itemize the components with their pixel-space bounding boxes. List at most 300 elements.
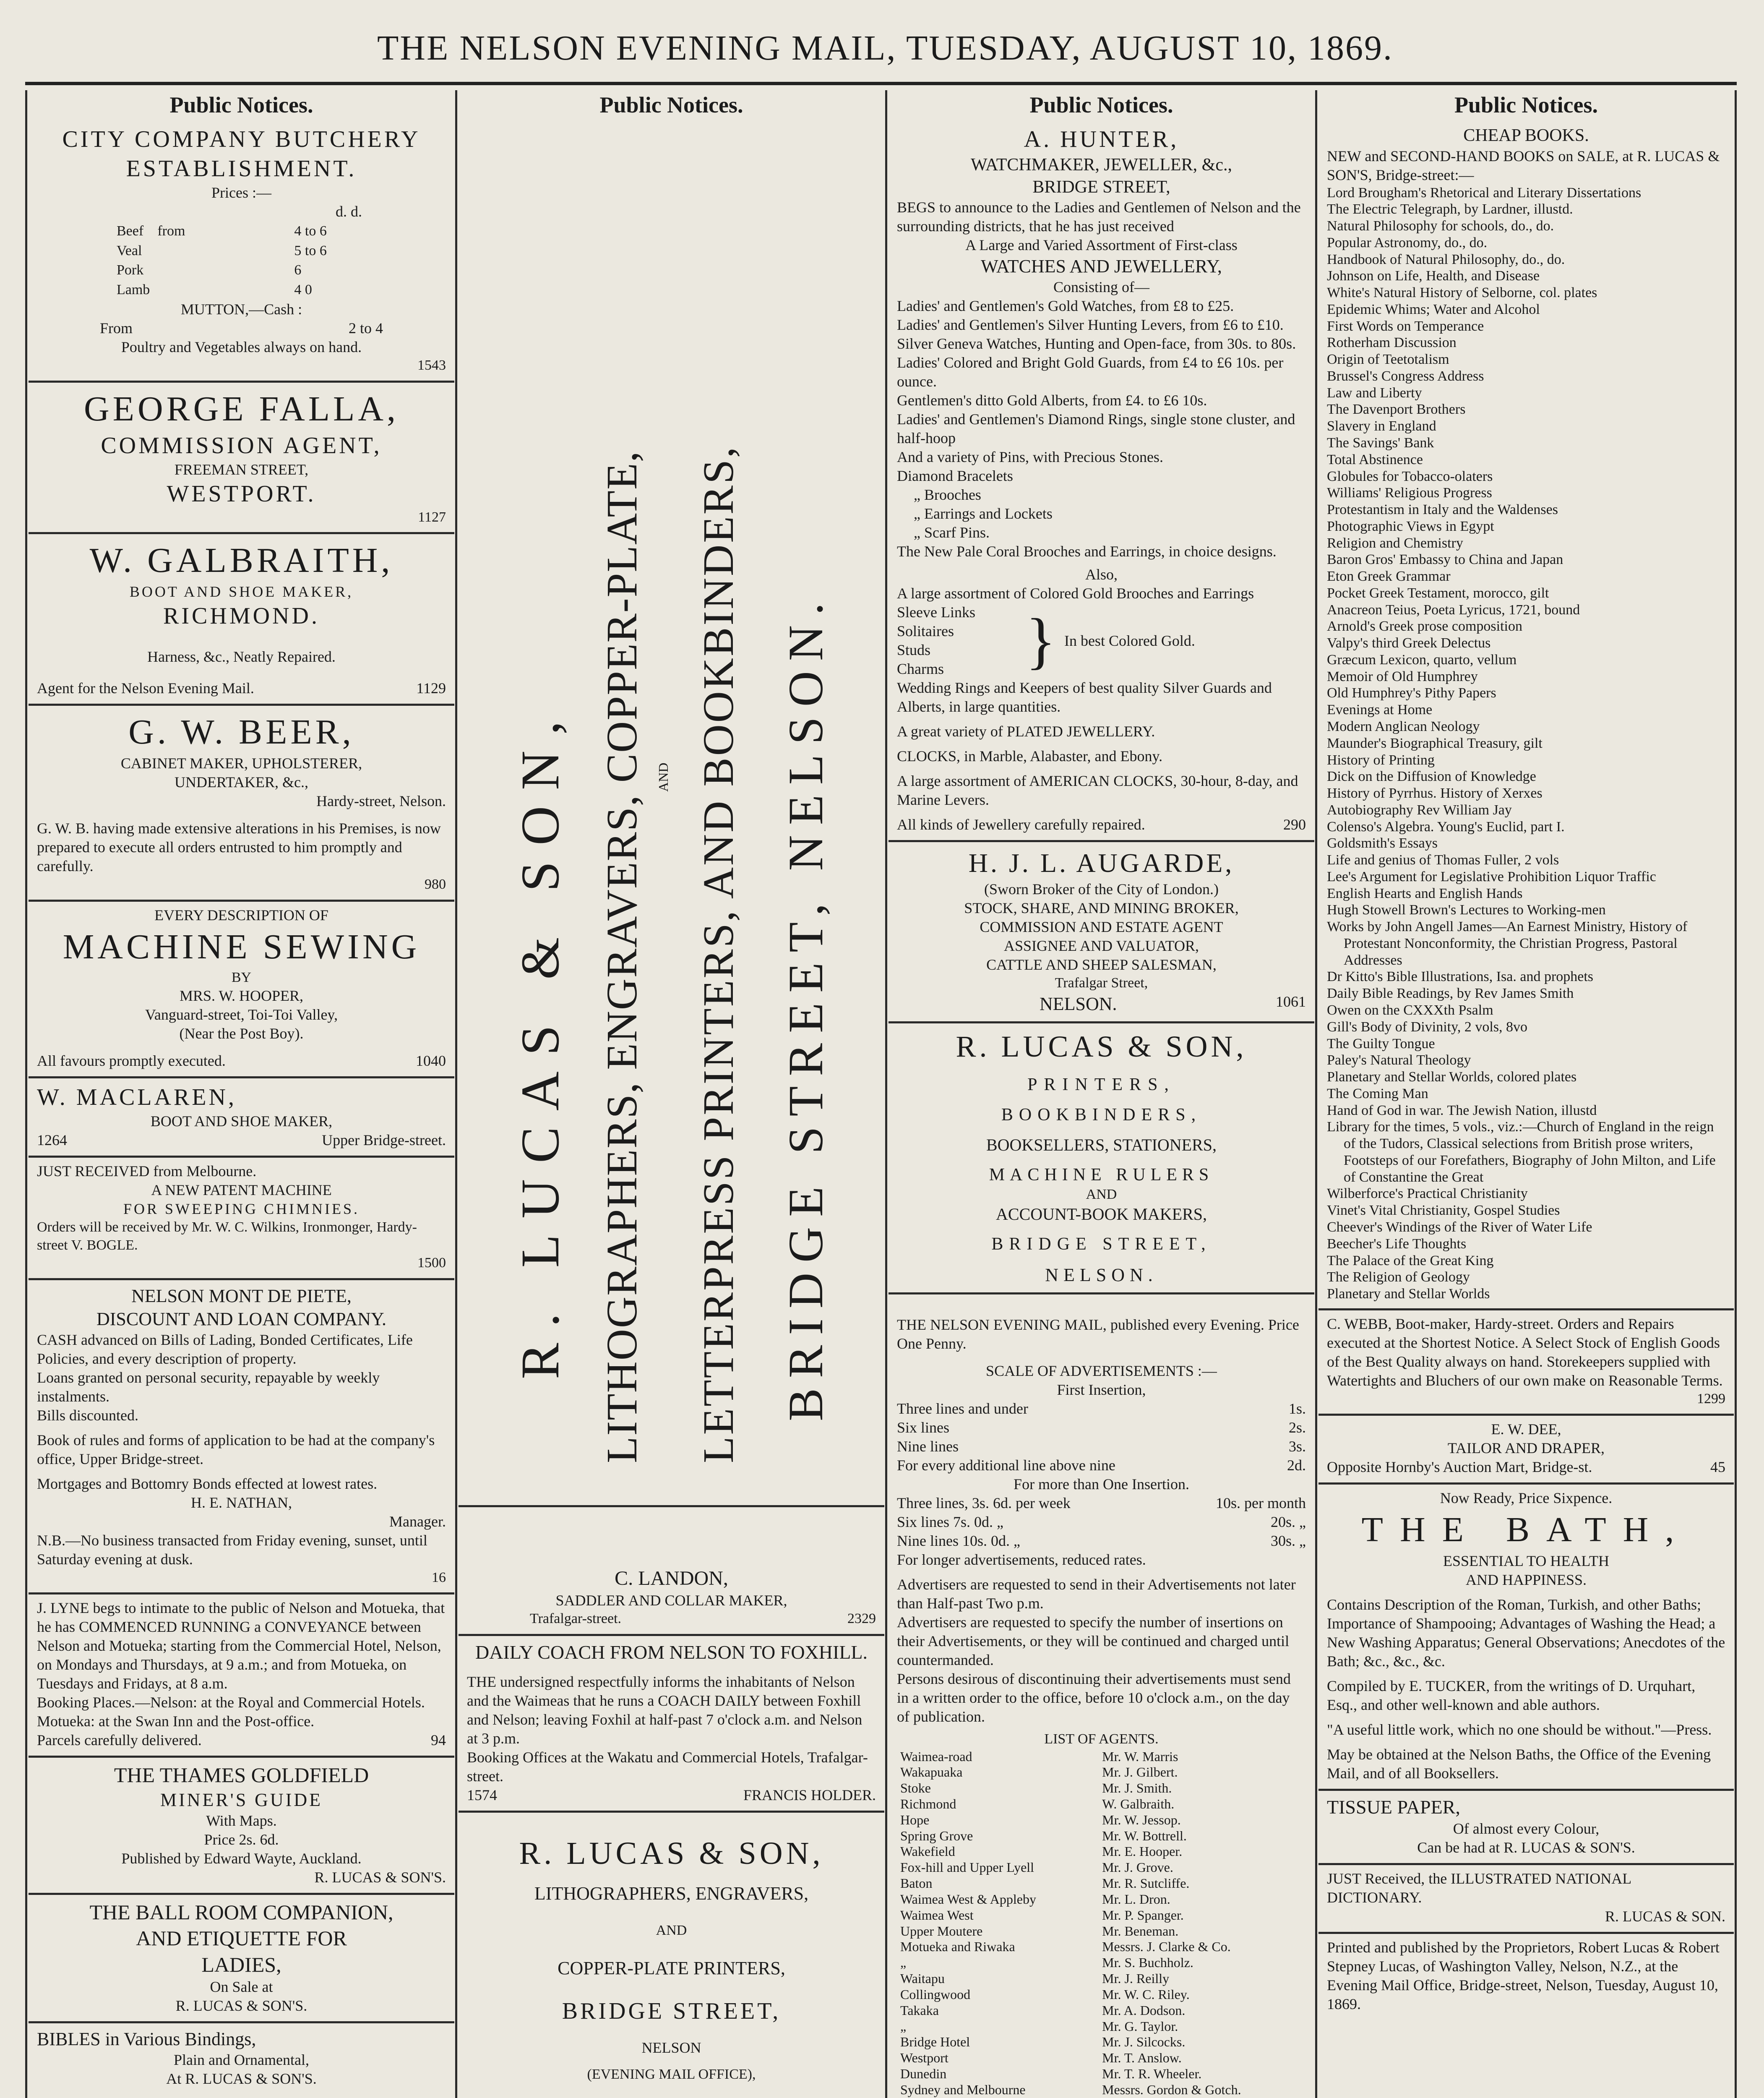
agent-name: Mr. W. Marris	[1102, 1748, 1178, 1764]
agent-name: Mr. S. Buchholz.	[1102, 1955, 1193, 1970]
list-item: Memoir of Old Humphrey	[1327, 668, 1478, 684]
ad-row	[37, 1731, 446, 1750]
ad-cheap-books	[1318, 120, 1734, 1310]
agent-place: Takaka	[900, 2002, 939, 2018]
ad-hooper	[29, 902, 454, 1079]
agents-table	[897, 1748, 1306, 2098]
agent-place: Wakapuaka	[900, 1764, 963, 1780]
list-item: Religion and Chemistry	[1327, 535, 1463, 551]
list-item: Valpy's third Greek Delectus	[1327, 635, 1491, 651]
ad-thames	[29, 1758, 454, 1895]
ad-line: BOOKBINDERS,	[1001, 1105, 1202, 1125]
ad-number: 2329	[847, 1611, 876, 1626]
ad-body: Advertisers are requested to send in their Advertisements not later than Half-past Two p.m.	[897, 1576, 1296, 1612]
list-item: Hugh Stowell Brown's Lectures to Working-men	[1327, 902, 1606, 918]
column-heading: Public Notices.	[599, 92, 743, 117]
ad-row	[897, 992, 1306, 1015]
ad-body: Persons desirous of discontinuing their advertisements must send in a written order to the office, before 10 o'clock a.m., on the day of publication.	[897, 1670, 1291, 1725]
list-item: Globules for Tobacco-olaters	[1327, 468, 1493, 484]
ad-line: Also,	[1085, 566, 1118, 583]
ad-row	[467, 1786, 876, 1805]
agent-name: Mr. E. Hooper.	[1102, 1844, 1183, 1859]
ad-line: Trafalgar-street.	[530, 1611, 622, 1626]
ad-title: DAILY COACH FROM NELSON TO FOXHILL.	[475, 1641, 868, 1663]
ad-signature: FRANCIS HOLDER.	[743, 1787, 876, 1803]
table-row	[898, 1892, 1305, 1907]
cell: 5 to 6	[294, 243, 327, 258]
list-item: History of Printing	[1327, 752, 1435, 768]
ad-line: NELSON.	[1045, 1265, 1158, 1285]
ad-beer	[29, 706, 454, 902]
list-item: Græcum Lexicon, quarto, vellum	[1327, 652, 1517, 668]
ad-line: (Near the Post Boy).	[179, 1025, 304, 1042]
ad-line: With Maps.	[206, 1812, 277, 1829]
column-3	[889, 90, 1314, 2098]
list-item: And a variety of Pins, with Precious Stones.	[897, 449, 1163, 465]
column-2	[459, 90, 884, 2098]
list-item: Maunder's Biographical Treasury, gilt	[1327, 735, 1543, 751]
ad-line: NELSON	[641, 2039, 701, 2056]
table-row	[113, 242, 330, 261]
ad-title: R. LUCAS & SON,	[956, 1029, 1247, 1063]
list-item: Natural Philosophy for schools, do., do.	[1327, 218, 1554, 234]
cell: 2 to 4	[348, 320, 383, 337]
ad-body: Compiled by E. TUCKER, from the writings of D. Urquhart, Esq., and other well-known and able authors.	[1327, 1678, 1696, 1714]
list-item: Lee's Argument for Legislative Prohibition Liquor Traffic	[1327, 869, 1656, 885]
ad-body: JUST Received, the ILLUSTRATED NATIONAL DICTIONARY.	[1327, 1870, 1631, 1906]
list-item: Handbook of Natural Philosophy, do., do.	[1327, 251, 1565, 267]
ad-row	[467, 1610, 876, 1628]
list-item: Eton Greek Grammar	[1327, 569, 1451, 585]
ad-number: 1127	[418, 509, 446, 525]
ad-line: R. LUCAS & SON.	[1605, 1908, 1725, 1925]
list-item: History of Pyrrhus. History of Xerxes	[1327, 785, 1543, 801]
list-item: Rotherham Discussion	[1327, 335, 1457, 351]
ad-line: BRIDGE STREET,	[1032, 177, 1170, 197]
list-item: Ladies' and Gentlemen's Silver Hunting Levers, from £6 to £10.	[897, 316, 1284, 333]
ad-line: Published by Edward Wayte, Auckland.	[121, 1850, 362, 1867]
list-item: Baron Gros' Embassy to China and Japan	[1327, 552, 1563, 568]
ad-line: BOOT AND SHOE MAKER,	[150, 1113, 333, 1130]
agent-name: Mr. J. Gilbert.	[1102, 1764, 1178, 1780]
ad-line: Plain and Ornamental,	[174, 2051, 309, 2068]
list-item: Planetary and Stellar Worlds, colored plates	[1327, 1069, 1577, 1085]
ad-number: 1574	[467, 1787, 497, 1803]
table-row	[113, 222, 330, 241]
ad-number: 290	[1283, 816, 1306, 833]
table-row	[898, 2067, 1305, 2082]
list-item: Library for the times, 5 vols., viz.:—Church of England in the reign of the Tudors, Classical selections from British prose writers, Footsteps of our Forefathers, Biography of John Milton, and Life of Constantine the Great	[1327, 1119, 1716, 1185]
table-row	[898, 1987, 1305, 2002]
ad-body: CLOCKS, in Marble, Alabaster, and Ebony.	[897, 748, 1163, 765]
ad-title: G. W. BEER,	[128, 712, 354, 752]
list-item: White's Natural History of Selborne, col. plates	[1327, 285, 1597, 301]
ad-line: AND	[1086, 1187, 1117, 1202]
list-item: Colenso's Algebra. Young's Euclid, part I.	[1327, 819, 1565, 835]
ad-dee	[1318, 1416, 1734, 1485]
ad-line: ESSENTIAL TO HEALTH	[1443, 1553, 1609, 1570]
masthead: THE NELSON EVENING MAIL, TUESDAY, AUGUST 10, 1869.	[377, 29, 1393, 68]
book-list	[1327, 185, 1725, 1302]
ad-title: THE BATH,	[1361, 1510, 1691, 1550]
list-item: Slavery in England	[1327, 418, 1436, 434]
list-item: Silver Geneva Watches, Hunting and Open-face, from 30s. to 80s.	[897, 335, 1296, 352]
ad-line: R. LUCAS & SON'S.	[314, 1868, 446, 1886]
list-item: The Savings' Bank	[1327, 435, 1434, 451]
cell: 1s.	[1288, 1400, 1306, 1417]
agent-name: Mr. J. Smith.	[1102, 1780, 1172, 1796]
ad-line: SADDLER AND COLLAR MAKER,	[555, 1592, 787, 1609]
table-row	[898, 2003, 1305, 2018]
vertical-line: AND	[656, 762, 671, 792]
ad-line: COPPER-PLATE PRINTERS,	[558, 1957, 785, 1978]
ad-line: PRINTERS,	[1027, 1075, 1175, 1094]
ad-row	[897, 815, 1306, 834]
ad-title: CHEAP BOOKS.	[1463, 126, 1589, 145]
vertical-line: LETTERPRESS PRINTERS, AND BOOKBINDERS,	[694, 445, 743, 1463]
column-heading: Public Notices.	[1454, 92, 1598, 117]
ad-line: Now Ready, Price Sixpence.	[1440, 1490, 1613, 1507]
ad-line: MACHINE RULERS	[989, 1165, 1214, 1185]
brace-icon: }	[1025, 606, 1056, 676]
ad-line: AND HAPPINESS.	[1465, 1571, 1587, 1589]
agent-place: „	[900, 1955, 907, 1970]
ad-line: (Sworn Broker of the City of London.)	[984, 881, 1219, 898]
agent-name: Mr. J. Silcocks.	[1102, 2034, 1186, 2050]
list-item: Epidemic Whims; Water and Alcohol	[1327, 301, 1540, 317]
ad-body: Booking Places.—Nelson: at the Royal and Commercial Hotels. Motueka: at the Swan Inn and the Post-office.	[37, 1694, 425, 1730]
ad-line: Of almost every Colour,	[1453, 1820, 1600, 1837]
cell: Nine lines	[897, 1438, 959, 1455]
ad-line: On Sale at	[210, 1978, 273, 1995]
ad-title: ESTABLISHMENT.	[126, 156, 357, 182]
agent-place: Richmond	[900, 1796, 956, 1811]
ad-evening-mail	[889, 1311, 1314, 2098]
ad-line: EVERY DESCRIPTION OF	[154, 906, 328, 924]
agent-place: Motueka and Riwaka	[900, 1939, 1015, 1954]
ad-line: Vanguard-street, Toi-Toi Valley,	[145, 1006, 338, 1023]
ad-line: MRS. W. HOOPER,	[179, 987, 304, 1004]
mutton-label: MUTTON,—Cash :	[180, 301, 302, 318]
agent-name: Mr. W. C. Riley.	[1102, 1986, 1190, 2002]
ad-body: Orders will be received by Mr. W. C. Wilkins, Ironmonger, Hardy-street V. BOGLE.	[37, 1219, 417, 1253]
ad-body: May be obtained at the Nelson Baths, the Office of the Evening Mail, and of all Booksellers.	[1327, 1746, 1711, 1782]
list-item: Arnold's Greek prose composition	[1327, 618, 1522, 634]
list-item: Ladies' Colored and Bright Gold Guards, from £4 to £6 10s. per ounce.	[897, 354, 1284, 390]
list-item: Brussel's Congress Address	[1327, 368, 1484, 384]
ad-row	[1327, 1458, 1725, 1477]
ad-line: FOR SWEEPING CHIMNIES.	[123, 1200, 360, 1217]
cell: Six lines 7s. 0d. „	[897, 1513, 1004, 1530]
agent-name: W. Galbraith.	[1102, 1796, 1175, 1811]
agent-name: Mr. J. Grove.	[1102, 1860, 1173, 1875]
ad-dictionary	[1318, 1865, 1734, 1934]
ad-bath	[1318, 1485, 1734, 1791]
list-item: Gentlemen's ditto Gold Alberts, from £4. to £6 10s.	[897, 392, 1207, 409]
agent-name: Mr. L. Dron.	[1102, 1891, 1170, 1907]
ad-number: 16	[432, 1569, 446, 1585]
brace-group	[897, 603, 1306, 678]
list-item: Wilberforce's Practical Christianity	[1327, 1186, 1528, 1202]
ad-line: SCALE OF ADVERTISEMENTS :—	[986, 1362, 1217, 1379]
column-rule	[25, 90, 27, 2098]
list-item: Life and genius of Thomas Fuller, 2 vols	[1327, 852, 1559, 868]
list-item: Autobiography Rev William Jay	[1327, 802, 1512, 818]
ad-line: TAILOR AND DRAPER,	[1447, 1440, 1605, 1457]
ad-line: Agent for the Nelson Evening Mail.	[37, 680, 254, 697]
ad-title: CITY COMPANY BUTCHERY	[62, 126, 421, 152]
list-item: Johnson on Life, Health, and Disease	[1327, 268, 1540, 284]
ad-body: THE undersigned respectfully informs the inhabitants of Nelson and the Waimeas that he runs a COACH DAILY between Foxhill and Nelson; leaving Foxhil at half-past 7 o'clock a.m. and Nelson at 3 p.m.	[467, 1673, 862, 1747]
list-item: Old Humphrey's Pithy Papers	[1327, 685, 1496, 701]
ad-bibles	[29, 2023, 454, 2094]
ad-number: 1299	[1697, 1391, 1725, 1406]
ad-ballroom	[29, 1895, 454, 2024]
ad-bogle	[29, 1158, 454, 1280]
brace-list	[897, 603, 975, 678]
list-item: Williams' Religious Progress	[1327, 485, 1492, 501]
ad-line: UNDERTAKER, &c.,	[175, 774, 308, 791]
list-item: The Palace of the Great King	[1327, 1253, 1494, 1268]
ad-quote: "A useful little work, which no one should be without."—Press.	[1327, 1721, 1712, 1738]
list-item: Beecher's Life Thoughts	[1327, 1236, 1467, 1252]
agent-name: Mr. T. Anslow.	[1102, 2050, 1182, 2066]
ad-title: MACHINE SEWING	[63, 927, 420, 966]
cell	[154, 261, 188, 280]
list-item: Lord Brougham's Rhetorical and Literary Dissertations	[1327, 185, 1642, 201]
agent-name: Mr. Beneman.	[1102, 1923, 1179, 1939]
list-item: The Guilty Tongue	[1327, 1036, 1435, 1052]
ad-line: A Large and Varied Assortment of First-class	[965, 237, 1238, 253]
list-item: Total Abstinence	[1327, 451, 1423, 467]
ad-title: BIBLES in Various Bindings,	[37, 2029, 256, 2049]
column-1	[29, 90, 454, 2098]
ad-signature: Manager.	[389, 1513, 446, 1530]
list-item: Vinet's Vital Christianity, Gospel Studies	[1327, 1203, 1560, 1219]
cell: Nine lines 10s. 0d. „	[897, 1532, 1020, 1549]
list-item: Owen on the CXXXth Psalm	[1327, 1002, 1493, 1018]
table-row	[898, 1844, 1305, 1859]
list-item: Evenings at Home	[1327, 702, 1433, 718]
list-item: Modern Anglican Neology	[1327, 719, 1480, 734]
list-item: Protestantism in Italy and the Waldenses	[1327, 502, 1558, 518]
list-item: „ Scarf Pins.	[914, 524, 990, 541]
rate-row	[897, 1456, 1306, 1475]
ad-body: THE NELSON EVENING MAIL, published every Evening. Price One Penny.	[897, 1316, 1299, 1352]
ad-line: (EVENING MAIL OFFICE),	[587, 2066, 756, 2082]
ad-title: W. GALBRAITH,	[89, 541, 393, 580]
list-item: The Electric Telegraph, by Lardner, illustd.	[1327, 201, 1573, 217]
list-item: Gill's Body of Divinity, 2 vols, 8vo	[1327, 1019, 1528, 1035]
list-item: Sleeve Links	[897, 604, 975, 621]
list-item: Solitaires	[897, 623, 954, 639]
ad-number: 94	[431, 1732, 446, 1748]
cell: 6	[294, 262, 302, 278]
ad-line: CATTLE AND SHEEP SALESMAN,	[986, 956, 1217, 973]
ad-body: Mortgages and Bottomry Bonds effected at lowest rates.	[37, 1475, 378, 1492]
table-row	[898, 2035, 1305, 2050]
ad-line: RICHMOND.	[163, 603, 320, 629]
agent-place: Wakefield	[900, 1844, 955, 1859]
rate-row	[897, 1494, 1306, 1513]
ad-body: Advertisers are requested to specify the number of insertions on their Advertisements, or they will be continued and charged until countermanded.	[897, 1614, 1290, 1668]
agent-place: Collingwood	[900, 1986, 971, 2002]
ad-number: 1264	[37, 1132, 67, 1148]
rate-row	[897, 1399, 1306, 1418]
table-row	[898, 1765, 1305, 1780]
ad-line: BOOKSELLERS, STATIONERS,	[986, 1135, 1217, 1154]
ad-body: Bills discounted.	[37, 1406, 138, 1424]
top-rule	[25, 82, 1737, 85]
table-row	[898, 1955, 1305, 1970]
cell: Veal	[117, 243, 142, 258]
agent-name: Mr. W. Jessop.	[1102, 1812, 1181, 1827]
ad-lyne	[29, 1594, 454, 1758]
ad-number: 1129	[416, 680, 446, 697]
cell: 2s.	[1288, 1419, 1306, 1436]
table-row	[113, 261, 330, 280]
agent-place: Fox-hill and Upper Lyell	[900, 1860, 1034, 1875]
list-item: Diamond Bracelets	[897, 467, 1013, 484]
ad-body: J. LYNE begs to intimate to the public of Nelson and Motueka, that he has COMMENCED RUNNING a CONVEYANCE between Nelson and Motueka; starting from the Commercial Hotel, Nelson, on Mondays and Thursdays, at 9 a.m.; and from Motueka, on Tuesdays and Fridays, at 8 a.m.	[37, 1600, 445, 1692]
table-row	[898, 1939, 1305, 1954]
ad-line: Upper Bridge-street.	[322, 1132, 446, 1148]
table-row	[898, 1876, 1305, 1891]
list-item: Ladies' and Gentlemen's Gold Watches, from £8 to £25.	[897, 297, 1234, 314]
cell: Three lines, 3s. 6d. per week	[897, 1495, 1071, 1511]
cell: 4 to 6	[294, 223, 327, 239]
list-item: Photographic Views in Egypt	[1327, 518, 1494, 534]
table-row	[898, 1781, 1305, 1796]
list-item: Ladies' and Gentlemen's Diamond Rings, single stone cluster, and half-hoop	[897, 411, 1295, 446]
ad-body: A great variety of PLATED JEWELLERY.	[897, 723, 1155, 740]
ad-line: Hardy-street, Nelson.	[316, 793, 446, 809]
ad-line: CABINET MAKER, UPHOLSTERER,	[120, 755, 362, 772]
ad-line: First Insertion,	[1057, 1381, 1146, 1398]
ad-line: In best Colored Gold.	[1064, 632, 1195, 649]
vertical-line: BRIDGE STREET, NELSON.	[778, 592, 833, 1421]
column-rule	[1315, 90, 1317, 2098]
ad-body: Loans granted on personal security, repayable by weekly instalments.	[37, 1369, 380, 1405]
list-item: Popular Astronomy, do., do.	[1327, 235, 1488, 251]
ad-title: E. W. DEE,	[1491, 1421, 1561, 1438]
agent-name: Mr. A. Dodson.	[1102, 2002, 1186, 2018]
ad-galbraith	[29, 534, 454, 706]
ad-line: At R. LUCAS & SON'S.	[166, 2070, 317, 2087]
cell: Three lines and under	[897, 1400, 1028, 1417]
ad-title: LADIES,	[201, 1952, 281, 1976]
list-item: Anacreon Teius, Poeta Lyricus, 1721, bound	[1327, 602, 1580, 618]
ad-title: DISCOUNT AND LOAN COMPANY.	[96, 1308, 387, 1329]
list-item: Hand of God in war. The Jewish Nation, illustd	[1327, 1102, 1597, 1118]
column-rule	[885, 90, 887, 2098]
cell: from	[157, 223, 185, 239]
list-item: The Davenport Brothers	[1327, 402, 1466, 418]
vertical-line: LITHOGRAPHERS, ENGRAVERS, COPPER-PLATE,	[598, 450, 646, 1463]
ad-line: MINER'S GUIDE	[160, 1789, 323, 1810]
list-item: „ Earrings and Lockets	[914, 505, 1053, 522]
agent-place: Waitapu	[900, 1971, 945, 1986]
ad-line: NELSON.	[1040, 993, 1117, 1014]
table-row	[898, 1860, 1305, 1875]
ad-title: GEORGE FALLA,	[83, 389, 399, 428]
ad-coach	[459, 1636, 884, 1813]
ad-line: BY	[231, 969, 252, 985]
ad-number: 1500	[417, 1255, 446, 1271]
ad-title: R. LUCAS & SON,	[519, 1836, 824, 1871]
list-item: Works by John Angell James—An Earnest Ministry, History of Protestant Nonconformity, the Christian Progress, Pastoral Addresses	[1327, 919, 1688, 968]
agent-name: Messrs. Gordon & Gotch.	[1102, 2082, 1241, 2097]
imprint	[1318, 1934, 1734, 2020]
ad-line: AND	[656, 1923, 687, 1938]
cell: Lamb	[117, 282, 150, 297]
vertical-line: R. LUCAS & SON,	[510, 705, 571, 1379]
column-rule	[1735, 90, 1737, 2098]
agent-place: Westport	[900, 2050, 948, 2066]
agent-place: Bridge Hotel	[900, 2034, 970, 2050]
ad-row	[37, 679, 446, 698]
list-item: Goldsmith's Essays	[1327, 835, 1438, 851]
ad-line: Consisting of—	[1053, 279, 1150, 295]
agent-place: Waimea-road	[900, 1748, 972, 1764]
ad-line: Opposite Hornby's Auction Mart, Bridge-st.	[1327, 1459, 1592, 1476]
ad-line: ACCOUNT-BOOK MAKERS,	[995, 1204, 1207, 1224]
ad-line: A NEW PATENT MACHINE	[151, 1182, 332, 1198]
list-item: The New Pale Coral Brooches and Earrings, in choice designs.	[897, 543, 1277, 560]
ad-line: Price 2s. 6d.	[204, 1831, 279, 1848]
agent-place: Sydney and Melbourne	[900, 2082, 1026, 2097]
cell: 30s. „	[1271, 1532, 1306, 1549]
list-item: Studs	[897, 642, 931, 658]
list-item: The Religion of Geology	[1327, 1269, 1470, 1285]
ad-number: 980	[425, 877, 446, 892]
agent-place: Waimea West	[900, 1907, 974, 1923]
list-item: Dr Kitto's Bible Illustrations, Isa. and prophets	[1327, 969, 1594, 985]
table-row	[898, 2019, 1305, 2034]
ad-line: For more than One Insertion.	[1014, 1476, 1189, 1493]
rate-row	[897, 1437, 1306, 1456]
agent-name: Mr. G. Taylor.	[1102, 2018, 1178, 2034]
ad-line: All kinds of Jewellery carefully repaired.	[897, 816, 1145, 833]
agent-name: Mr. T. R. Wheeler.	[1102, 2066, 1202, 2082]
table-row	[898, 1908, 1305, 1923]
ad-body: Book of rules and forms of application to be had at the company's office, Upper Bridge-street.	[37, 1431, 435, 1467]
list-item: „ Brooches	[914, 486, 981, 503]
ad-body: Wedding Rings and Keepers of best quality Silver Guards and Alberts, in large quantities.	[897, 679, 1272, 715]
ad-number: 1040	[416, 1052, 446, 1069]
cell: Beef	[117, 223, 144, 239]
ad-body: C. WEBB, Boot-maker, Hardy-street. Orders and Repairs executed at the Shortest Notice. A Select Stock of English Goods of the Best Quality always on hand. Storekeepers supplied with Watertights and Bluchers of our own make on Reasonable Terms.	[1327, 1315, 1723, 1389]
list-item: Daily Bible Readings, by Rev James Smith	[1327, 986, 1574, 1002]
list-item: Law and Liberty	[1327, 385, 1422, 401]
ad-number: 1061	[1276, 993, 1306, 1010]
table-row	[898, 1971, 1305, 1986]
cell: 3s.	[1288, 1438, 1306, 1455]
agent-name: Mr. R. Sutcliffe.	[1102, 1876, 1190, 1891]
prices-label: Prices :—	[211, 184, 271, 201]
ad-title: AND ETIQUETTE FOR	[136, 1926, 347, 1950]
ad-title: THE BALL ROOM COMPANION,	[89, 1900, 393, 1924]
ad-hunter	[889, 120, 1314, 842]
cell: Pork	[117, 262, 144, 278]
cell: 2d.	[1287, 1457, 1306, 1474]
list-item: English Hearts and English Hands	[1327, 885, 1523, 901]
agent-place: Hope	[900, 1812, 930, 1827]
ad-body: CASH advanced on Bills of Lading, Bonded Certificates, Life Policies, and every description of property.	[37, 1331, 413, 1367]
agent-name: Mr. W. Bottrell.	[1102, 1828, 1187, 1843]
ad-line: Harness, &c., Neatly Repaired.	[147, 648, 336, 665]
rate-row	[897, 1418, 1306, 1437]
